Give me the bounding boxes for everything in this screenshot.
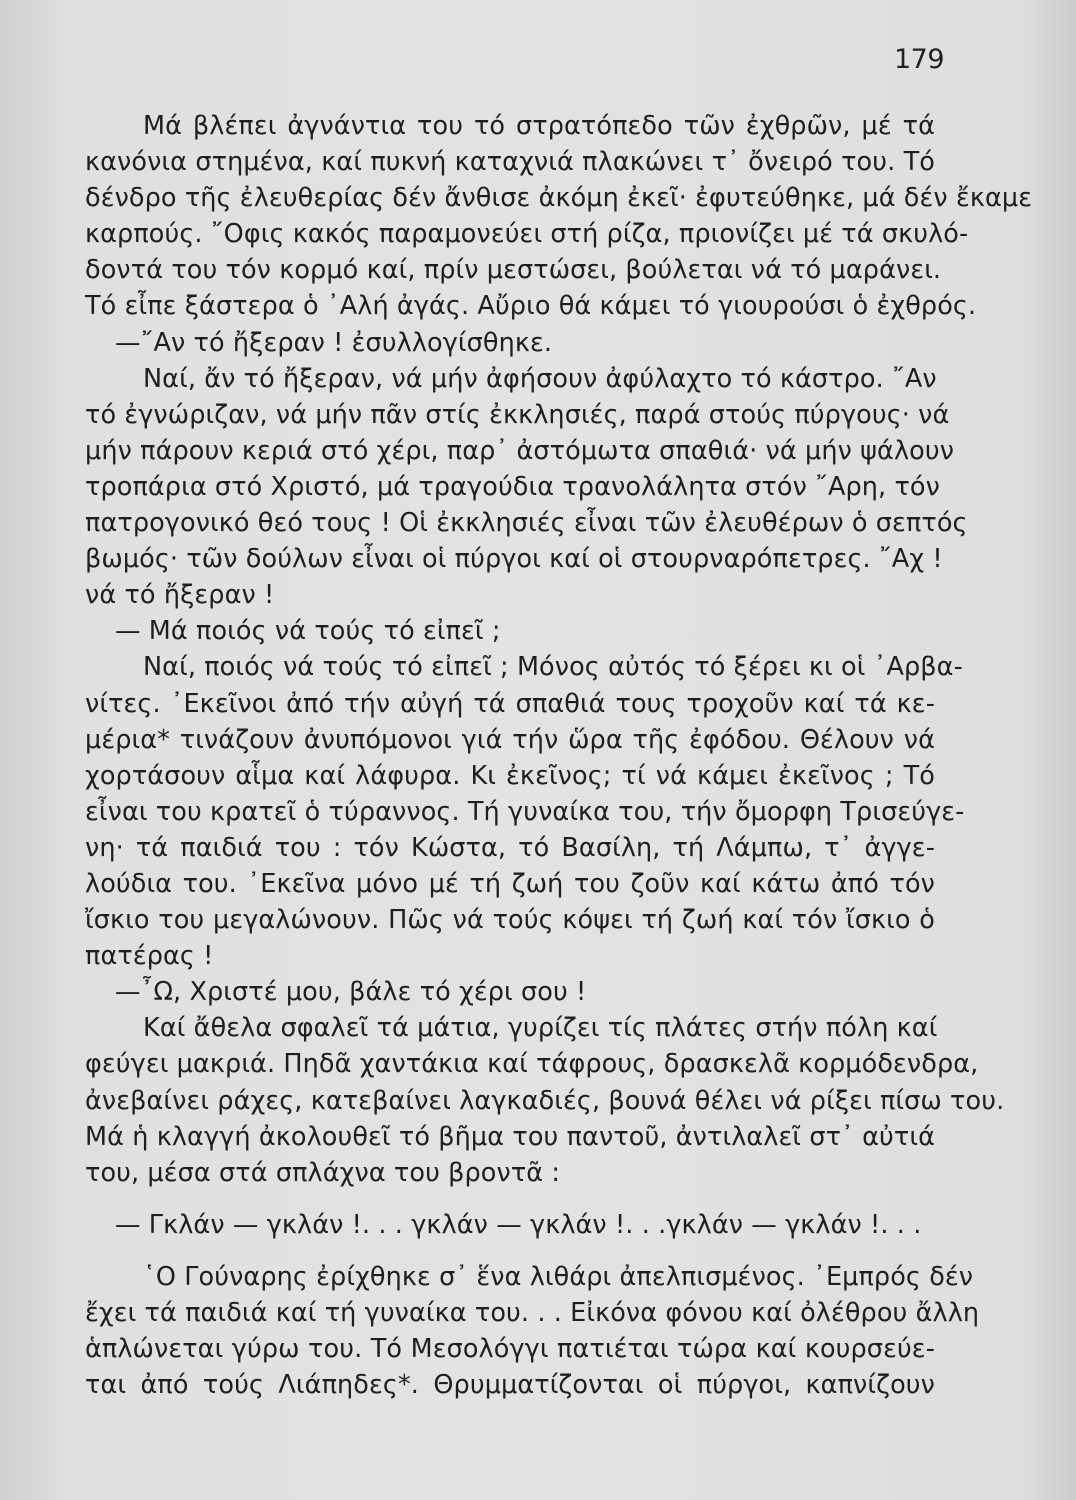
text-line: ῾Ο Γούναρης ἐρίχθηκε σ᾽ ἕνα λιθάρι ἀπελπισμένος. ᾽Εμπρός δέν — [143, 1261, 974, 1292]
text-line: μέρια* τινάζουν ἀνυπόμονοι γιά τήν ὥρα τῆς ἐφόδου. Θέλουν νά — [85, 724, 935, 755]
text-line: νά τό ἤξεραν ! — [85, 580, 275, 611]
text-line: χορτάσουν αἷμα καί λάφυρα. Κι ἐκεῖνος; τί νά κάμει ἐκεῖνος ; Τό — [85, 760, 935, 791]
text-line: Μά βλέπει ἀγνάντια του τό στρατόπεδο τῶν ἐχθρῶν, μέ τά — [143, 111, 935, 141]
text-line: καρπούς. ῎Οφις κακός παραμονεύει στή ρίζα, πριονίζει μέ τά σκυλό- — [85, 219, 969, 250]
text-line: τροπάρια στό Χριστό, μά τραγούδια τρανολάλητα στόν ῎Αρη, τόν — [85, 471, 940, 502]
text-line: — Μά ποιός νά τούς τό εἰπεῖ ; — [115, 616, 501, 647]
text-line: —῏Ω, Χριστέ μου, βάλε τό χέρι σου ! — [115, 977, 587, 1008]
text-line: μήν πάρουν κεριά στό χέρι, παρ᾽ ἀστόμωτα σπαθιά· νά μήν ψάλουν — [85, 435, 955, 466]
text-line: Ναί, ἄν τό ἤξεραν, νά μήν ἀφήσουν ἀφύλαχτο τό κάστρο. ῎Αν — [143, 363, 937, 394]
text-line: ἴσκιο του μεγαλώνουν. Πῶς νά τούς κόψει τή ζωή καί τόν ἴσκιο ὁ — [85, 905, 935, 936]
text-line: Τό εἶπε ξάστερα ὁ ᾽Αλή ἀγάς. Αὔριο θά κάμει τό γιουρούσι ὁ ἐχθρός. — [85, 291, 977, 322]
text-line: Ναί, ποιός νά τούς τό εἰπεῖ ; Μόνος αὐτός τό ξέρει κι οἱ ᾽Αρβα- — [143, 652, 963, 683]
text-line: κανόνια στημένα, καί πυκνή καταχνιά πλακώνει τ᾽ ὄνειρό του. Τό — [85, 147, 935, 178]
text-line: Καί ἄθελα σφαλεῖ τά μάτια, γυρίζει τίς πλάτες στήν πόλη καί — [143, 1013, 938, 1044]
page-number: 179 — [894, 44, 945, 75]
text-line: του, μέσα στά σπλάχνα του βροντᾶ : — [85, 1157, 561, 1188]
text-line: Μά ἡ κλαγγή ἀκολουθεῖ τό βῆμα του παντοῦ, ἀντιλαλεῖ στ᾽ αὐτιά — [85, 1121, 935, 1152]
text-line: ται ἀπό τούς Λιάπηδες*. Θρυμματίζονται οἱ πύργοι, καπνίζουν — [85, 1370, 935, 1401]
text-line: νη· τά παιδιά του : τόν Κώστα, τό Βασίλη, τή Λάμπω, τ᾽ ἀγγε- — [85, 832, 935, 863]
text-line: πατέρας ! — [85, 941, 214, 972]
text-line: εἶναι του κρατεῖ ὁ τύραννος. Τή γυναίκα του, τήν ὄμορφη Τρισεύγε- — [85, 796, 965, 827]
text-line: νίτες. ᾽Εκεῖνοι ἀπό τήν αὐγή τά σπαθιά τους τροχοῦν καί τά κε- — [85, 688, 935, 719]
body-text — [85, 108, 1033, 1403]
text-line: ἀνεβαίνει ράχες, κατεβαίνει λαγκαδιές, βουνά θέλει νά ρίξει πίσω του. — [85, 1085, 1005, 1116]
text-line: φεύγει μακριά. Πηδᾶ χαντάκια καί τάφρους, δρασκελᾶ κορμόδενδρα, — [85, 1049, 979, 1080]
text-line: δοντά του τόν κορμό καί, πρίν μεστώσει, βούλεται νά τό μαράνει. — [85, 255, 942, 286]
text-line: ἁπλώνεται γύρω του. Τό Μεσολόγγι πατιέται τώρα καί κουρσεύε- — [85, 1334, 935, 1365]
text-line: τό ἐγνώριζαν, νά μήν πᾶν στίς ἐκκλησιές, παρά στούς πύργους· νά — [85, 399, 950, 430]
text-line: —῎Αν τό ἤξεραν ! ἐσυλλογίσθηκε. — [115, 327, 553, 358]
text-line: δένδρο τῆς ἐλευθερίας δέν ἄνθισε ἀκόμη ἐκεῖ· ἐφυτεύθηκε, μά δέν ἔκαμε — [85, 183, 1033, 214]
text-line: λούδια του. ᾽Εκεῖνα μόνο μέ τή ζωή του ζοῦν καί κάτω ἀπό τόν — [85, 868, 935, 899]
text-line: — Γκλάν — γκλάν !. . . γκλάν — γκλάν !. . .γκλάν — γκλάν !. . . — [115, 1209, 922, 1240]
text-line: βωμός· τῶν δούλων εἶναι οἱ πύργοι καί οἱ στουρναρόπετρες. ῎Αχ ! — [85, 544, 943, 575]
text-line: πατρογονικό θεό τους ! Οἱ ἐκκλησιές εἶναι τῶν ἐλευθέρων ὁ σεπτός — [85, 508, 968, 539]
text-line: ἔχει τά παιδιά καί τή γυναίκα του. . . Εἰκόνα φόνου καί ὀλέθρου ἄλλη — [85, 1298, 980, 1328]
